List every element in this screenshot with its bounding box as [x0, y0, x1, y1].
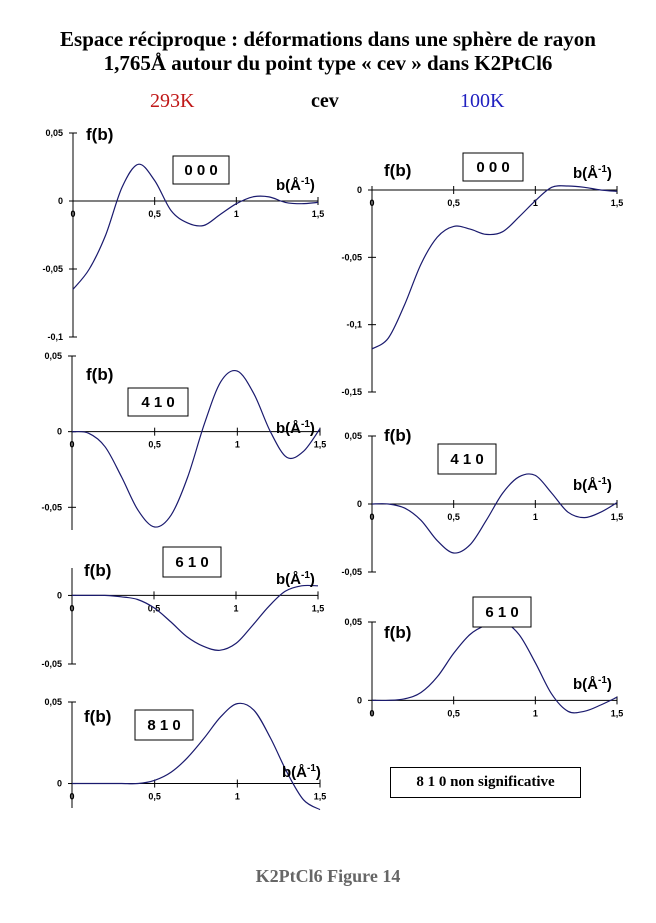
x-tick-label: 0 [369, 512, 375, 522]
y-axis-label: f(b) [384, 161, 412, 180]
x-tick-label: 1,5 [610, 198, 624, 208]
x-tick-label: 1,5 [610, 512, 624, 522]
x-tick-label: 1,5 [610, 708, 624, 719]
chart-title-line2: 1,765Å autour du point type « cev » dans K2PtCl6 [103, 51, 553, 75]
y-axis-label: f(b) [84, 561, 112, 580]
x-tick-label: 1,5 [313, 791, 327, 802]
x-tick-label: 0 [70, 209, 76, 219]
temperature-label-293k: 293K [150, 90, 195, 112]
reflection-label: 4 1 0 [141, 394, 175, 411]
panel-l610 [41, 547, 324, 669]
non-significative-note: 8 1 0 non significative [390, 767, 581, 798]
x-tick-label: 0,5 [148, 791, 161, 802]
x-tick-label: 1 [234, 439, 240, 450]
figure-caption: K2PtCl6 Figure 14 [255, 866, 401, 886]
x-tick-label: 0,5 [148, 439, 161, 450]
x-tick-label: 1,5 [311, 603, 325, 614]
x-tick-label: 0,5 [447, 512, 460, 522]
x-axis-label: $b(Å^{-1})$ [276, 570, 315, 588]
reflection-label: 6 1 0 [485, 604, 519, 621]
x-tick-label: 1 [234, 791, 240, 802]
panel-r410 [341, 426, 623, 577]
y-tick-label: 0,05 [344, 617, 362, 627]
x-tick-label: 1 [532, 708, 538, 719]
panel-r610 [344, 597, 623, 718]
y-tick-label: 0,05 [344, 431, 362, 441]
y-tick-label: -0,05 [341, 567, 362, 577]
x-tick-label: 0 [69, 603, 75, 614]
y-tick-label: 0 [356, 499, 362, 509]
x-tick-label: 1 [233, 209, 239, 219]
y-axis-label: f(b) [384, 426, 412, 445]
x-tick-label: 1 [532, 512, 538, 522]
x-tick-label: 0 [369, 708, 375, 719]
y-tick-label: 0 [57, 196, 63, 206]
y-tick-label: 0 [56, 778, 62, 789]
y-tick-label: -0,15 [341, 387, 362, 397]
x-tick-label: 0 [369, 198, 375, 208]
y-tick-label: 0 [356, 695, 362, 706]
reflection-label: 0 0 0 [184, 162, 218, 179]
x-tick-label: 0,5 [447, 708, 460, 719]
y-tick-label: -0,05 [42, 264, 63, 274]
x-tick-label: 1 [233, 603, 239, 614]
x-tick-label: 0 [69, 791, 75, 802]
y-axis-label: f(b) [84, 707, 112, 726]
y-tick-label: -0,1 [346, 319, 362, 330]
panel-l410 [41, 351, 326, 530]
y-axis-label: f(b) [86, 125, 114, 144]
y-tick-label: 0 [56, 426, 62, 437]
y-tick-label: -0,05 [41, 659, 62, 669]
x-axis-label: $b(Å^{-1})$ [573, 675, 612, 693]
x-axis-label: $b(Å^{-1})$ [276, 176, 315, 194]
panel-l000 [42, 125, 324, 342]
y-tick-label: 0,05 [45, 128, 63, 138]
series-line [372, 186, 617, 349]
x-tick-label: 1 [532, 198, 538, 208]
panel-l810 [44, 697, 326, 810]
cev-label: cev [311, 90, 339, 112]
x-axis-label: $b(Å^{-1})$ [276, 419, 315, 437]
y-tick-label: 0,05 [44, 351, 62, 361]
reflection-label: 8 1 0 [147, 717, 181, 734]
y-tick-label: 0 [356, 185, 362, 195]
x-tick-label: 1,5 [313, 439, 327, 450]
y-tick-label: 0,05 [44, 697, 62, 707]
x-axis-label: $b(Å^{-1})$ [573, 164, 612, 182]
chart-title-line1: Espace réciproque : déformations dans une sphère de rayon [60, 27, 596, 51]
y-tick-label: -0,05 [341, 252, 362, 263]
x-tick-label: 0 [69, 439, 75, 450]
reflection-label: 0 0 0 [476, 159, 510, 176]
x-axis-label: $b(Å^{-1})$ [282, 763, 321, 781]
x-tick-label: 0,5 [148, 209, 161, 219]
reflection-label: 4 1 0 [450, 451, 484, 468]
y-axis-label: f(b) [384, 623, 412, 642]
series-line [72, 371, 320, 527]
panel-r000 [341, 153, 623, 397]
y-tick-label: -0,1 [47, 332, 63, 342]
x-tick-label: 1,5 [311, 209, 325, 219]
reflection-label: 6 1 0 [175, 554, 209, 571]
y-axis-label: f(b) [86, 365, 114, 384]
x-tick-label: 0,5 [447, 198, 460, 208]
y-tick-label: 0 [56, 590, 62, 601]
x-axis-label: $b(Å^{-1})$ [573, 476, 612, 494]
temperature-label-100k: 100K [460, 90, 505, 112]
y-tick-label: -0,05 [41, 502, 62, 513]
x-tick-label: 0,5 [147, 603, 161, 614]
